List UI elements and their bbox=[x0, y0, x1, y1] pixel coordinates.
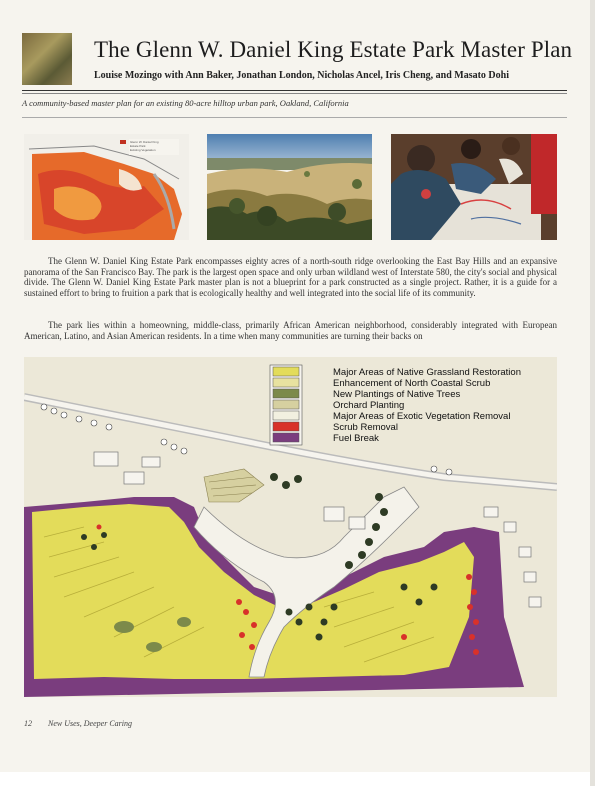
legend-swatch-fuel-break bbox=[273, 433, 299, 442]
header-thumbnail-image bbox=[22, 33, 72, 85]
legend-label-exotic-removal: Major Areas of Exotic Vegetation Removal bbox=[333, 411, 511, 422]
map-small-label-2: Estate Park bbox=[130, 144, 146, 148]
existing-vegetation-map-image bbox=[24, 134, 189, 240]
header-rule-thin bbox=[22, 93, 567, 94]
body-paragraph-1: The Glenn W. Daniel King Estate Park encompasses eighty acres of a north-south ridge overlooking the East Bay Hills and an expansive panorama of the San Francisco Bay. The park is the largest open space and only urban wildland west of Interstate 580, the city's social and physical divide. The Glenn W. Daniel King Estate Park master plan is not a blueprint for a park constructed as a single project. Rather, it is a guide for a sustained effort to bring to fruition a park that is ecologically healthy and well integrated into the social life of its community. bbox=[24, 256, 557, 298]
map-small-label-3: Existing Vegetation bbox=[130, 148, 156, 152]
legend-label-orchard: Orchard Planting bbox=[333, 400, 405, 411]
legend-label-coastal-scrub: Enhancement of North Coastal Scrub bbox=[333, 378, 491, 389]
page-footer bbox=[24, 719, 132, 728]
map-small-label-1: Glenn W. Daniel King bbox=[130, 140, 159, 144]
page-edge-shadow bbox=[590, 0, 595, 786]
hillside-landscape-photo bbox=[207, 134, 372, 240]
legend-label-grassland: Major Areas of Native Grassland Restoration bbox=[333, 367, 521, 378]
legend-swatch-coastal-scrub bbox=[273, 378, 299, 387]
page-number: 12 bbox=[24, 719, 32, 728]
body-paragraph-2: The park lies within a homeowning, middle-class, primarily African American neighborhood, considerably integrated with European American, Latino, and Asian American residents. In a time when many communities are turning their backs on bbox=[24, 320, 557, 341]
book-title: New Uses, Deeper Caring bbox=[48, 719, 132, 728]
legend-swatch-exotic-removal bbox=[273, 411, 299, 420]
legend-swatch-scrub-removal bbox=[273, 422, 299, 431]
header-rule bbox=[22, 90, 567, 91]
legend-label-native-trees: New Plantings of Native Trees bbox=[333, 389, 461, 400]
subtitle-rule bbox=[22, 117, 567, 118]
subtitle: A community-based master plan for an existing 80-acre hilltop urban park, Oakland, California bbox=[22, 98, 349, 108]
legend-label-fuel-break: Fuel Break bbox=[333, 433, 379, 444]
legend-label-scrub-removal: Scrub Removal bbox=[333, 422, 398, 433]
page-title: The Glenn W. Daniel King Estate Park Master Plan bbox=[94, 37, 573, 62]
master-plan-illustration bbox=[24, 357, 557, 697]
legend-swatch-orchard bbox=[273, 400, 299, 409]
community-workshop-photo bbox=[391, 134, 557, 240]
legend-swatch-native-trees bbox=[273, 389, 299, 398]
authors-line: Louise Mozingo with Ann Baker, Jonathan London, Nicholas Ancel, Iris Cheng, and Masato Dohi bbox=[94, 70, 509, 81]
legend-swatch-grassland bbox=[273, 367, 299, 376]
